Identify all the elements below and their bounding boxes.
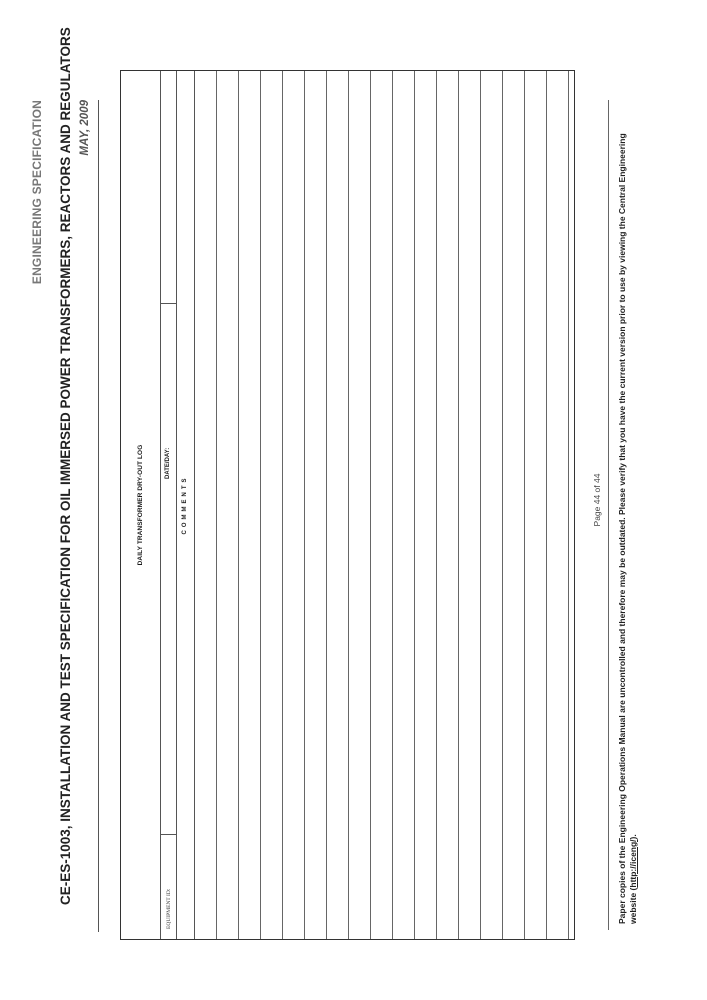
comments-label: COMMENTS: [182, 475, 188, 535]
comment-line: [304, 71, 305, 939]
comment-line: [238, 71, 239, 939]
comment-line: [502, 71, 503, 939]
page-number: Page 44 of 44: [592, 473, 602, 527]
equipment-divider: [160, 834, 176, 835]
comment-line: [326, 71, 327, 939]
comments-header-row: [176, 71, 195, 939]
footer-disclaimer: [617, 104, 639, 924]
comment-line: [348, 71, 349, 939]
log-title: DAILY TRANSFORMER DRY-OUT LOG: [137, 444, 144, 566]
comment-line: [568, 71, 569, 939]
comment-line: [524, 71, 525, 939]
header-rule: [98, 100, 99, 932]
comment-line: [414, 71, 415, 939]
org-header: ENGINEERING SPECIFICATION: [30, 100, 44, 285]
comment-line: [436, 71, 437, 939]
comment-line: [216, 71, 217, 939]
document-date: MAY, 2009: [79, 100, 91, 156]
comment-line: [392, 71, 393, 939]
footer-rule: [608, 100, 609, 930]
comment-line: [282, 71, 283, 939]
equipment-id-label: EQUIPMENT ID:: [166, 888, 172, 929]
comment-lines: [194, 71, 574, 939]
footer-note-end: ).: [628, 834, 638, 840]
comment-line: [370, 71, 371, 939]
footer-note-text: Paper copies of the Engineering Operations Manual are uncontrolled and therefore may be outdated. Please verify that you have the current version prior to use by viewing the Central Engineering website (: [617, 133, 638, 924]
document-title: CE-ES-1003, INSTALLATION AND TEST SPECIFICATION FOR OIL IMMERSED POWER TRANSFORMERS, REACTORS AND REGULATORS: [58, 27, 73, 905]
info-row: [160, 71, 177, 939]
date-divider: [160, 303, 176, 304]
dry-out-log-form: [120, 70, 575, 940]
log-title-row: [121, 71, 161, 939]
central-engineering-link[interactable]: http://iceng/: [628, 839, 638, 888]
comment-line: [480, 71, 481, 939]
comment-line: [260, 71, 261, 939]
date-day-label: DATE/DAY:: [165, 447, 171, 479]
comment-line: [546, 71, 547, 939]
comment-line: [458, 71, 459, 939]
